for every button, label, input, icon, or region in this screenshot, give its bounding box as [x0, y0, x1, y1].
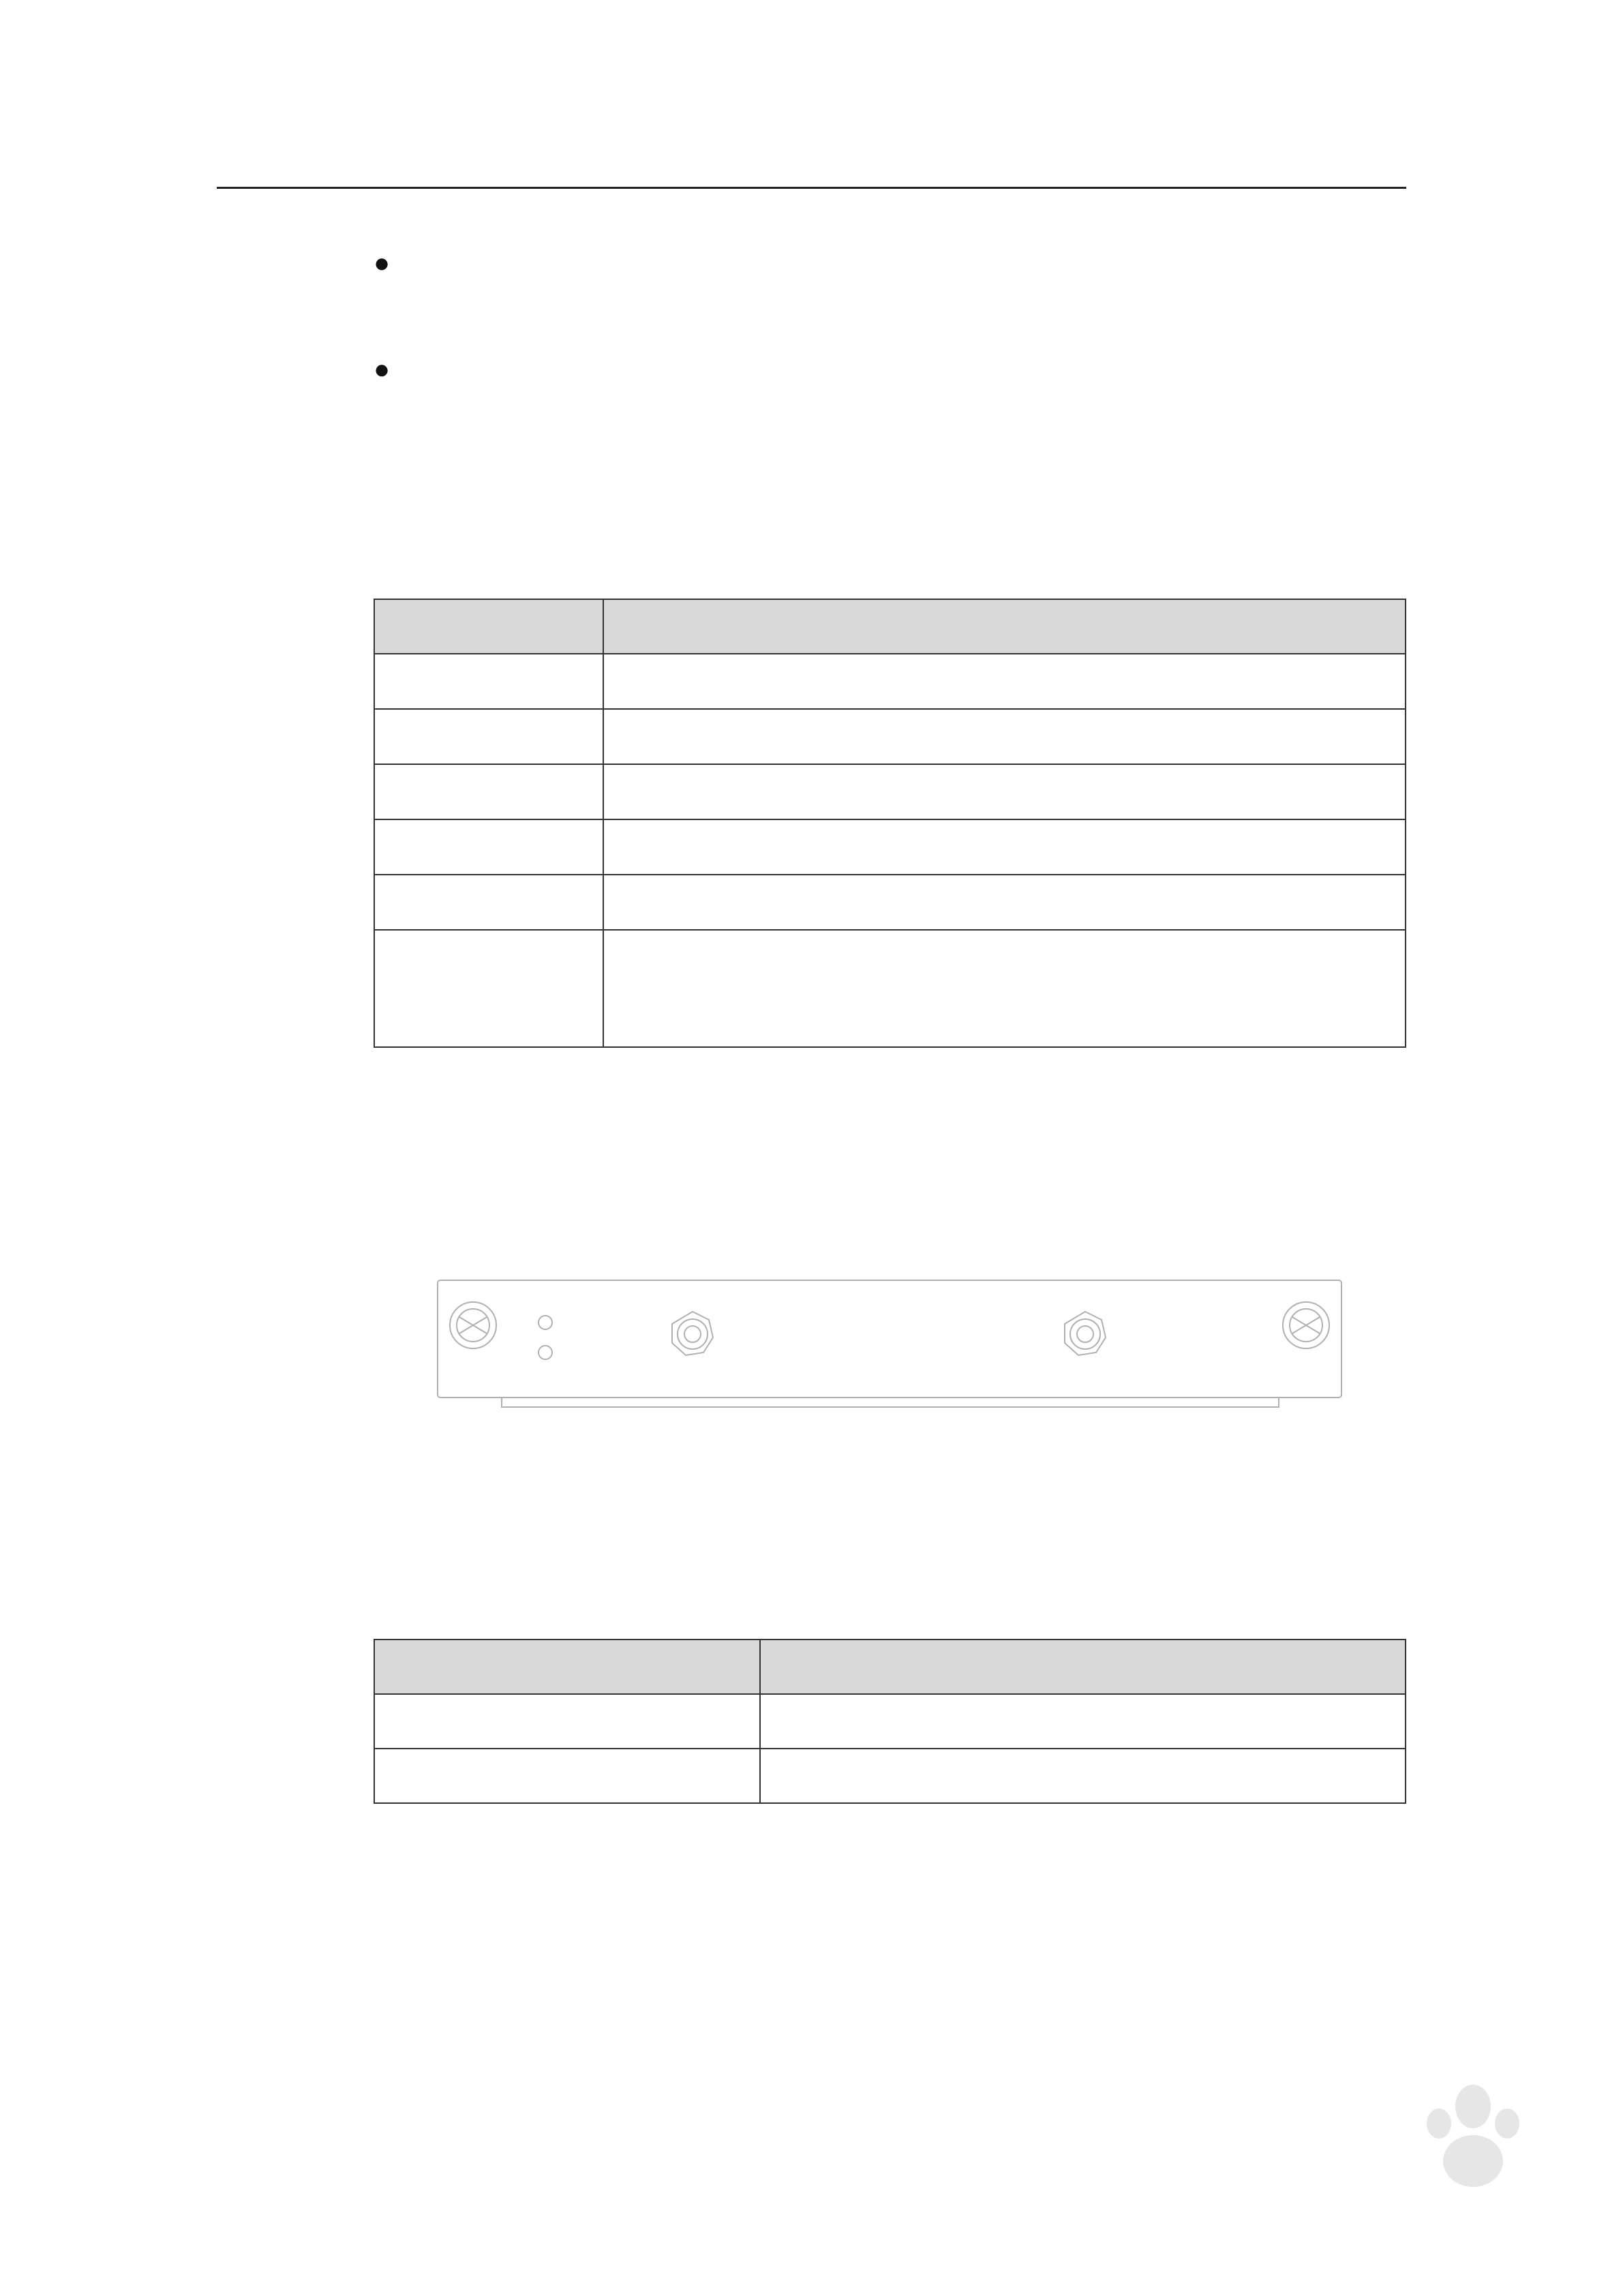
table-row: [374, 819, 1406, 875]
table-cell: [374, 764, 603, 819]
interface-properties-table: [374, 599, 1406, 1048]
panel-bottom-rail: [502, 1398, 1279, 1407]
bullet-dot: ●: [374, 354, 391, 384]
table-header-row: [374, 1640, 1406, 1694]
table-cell: [374, 709, 603, 764]
led-link-icon: [539, 1316, 552, 1329]
table-header-cell: [760, 1640, 1406, 1694]
table-cell: [603, 764, 1406, 819]
header-divider: [217, 187, 1406, 189]
table-cell: [374, 1694, 760, 1749]
indicator-meaning-table: [374, 1639, 1406, 1804]
table-cell: [374, 1749, 760, 1803]
table-header-cell: [374, 599, 603, 654]
table-row: [374, 1694, 1406, 1749]
table-row: [374, 709, 1406, 764]
module-panel-figure: [434, 1276, 1346, 1413]
table-row: [374, 764, 1406, 819]
table-header-row: [374, 599, 1406, 654]
table-cell: [603, 709, 1406, 764]
table-cell: [760, 1694, 1406, 1749]
table-cell: [603, 654, 1406, 709]
bullet-dot: ●: [374, 248, 391, 278]
table-header-cell: [603, 599, 1406, 654]
table-cell: [374, 819, 603, 875]
led-act-icon: [539, 1346, 552, 1359]
table-cell: [603, 819, 1406, 875]
table-cell: [374, 930, 603, 1047]
table-header-cell: [374, 1640, 760, 1694]
table-cell: [760, 1749, 1406, 1803]
table-cell: [374, 654, 603, 709]
table-row: [374, 1749, 1406, 1803]
table-cell: [603, 930, 1406, 1047]
table-row: [374, 930, 1406, 1047]
baidu-jingyan-watermark: [1269, 2059, 1582, 2263]
table-cell: [374, 875, 603, 930]
table-row: [374, 875, 1406, 930]
table-row: [374, 654, 1406, 709]
panel-outline: [438, 1280, 1341, 1398]
table-cell: [603, 875, 1406, 930]
